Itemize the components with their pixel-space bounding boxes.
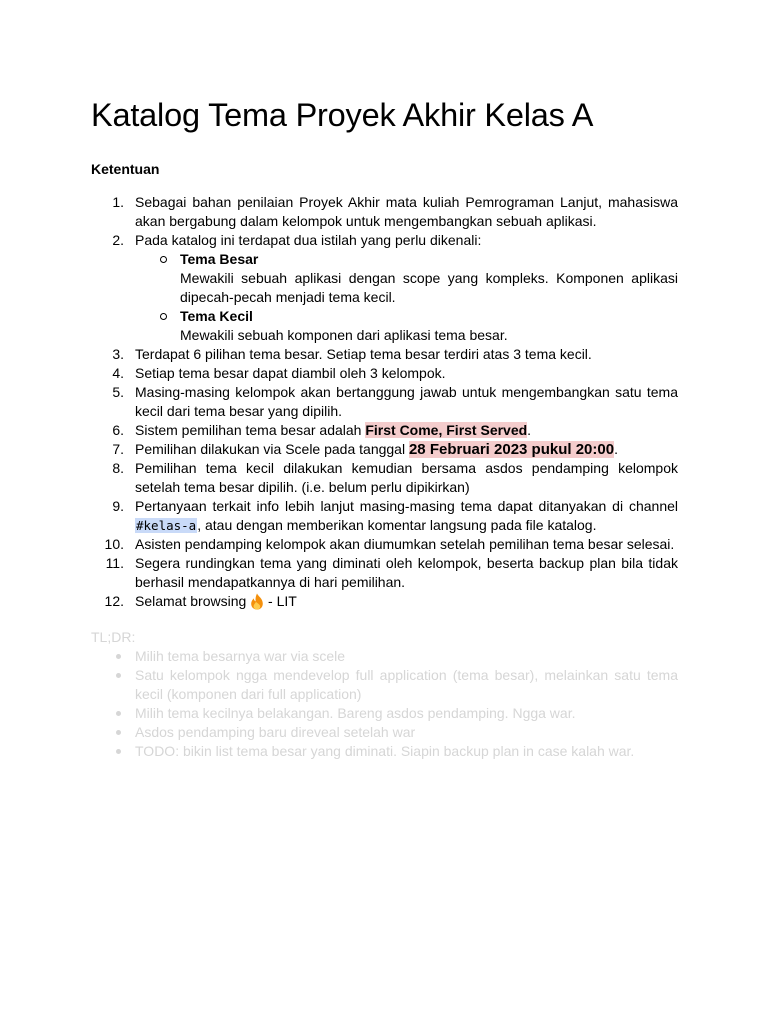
rule-number: 5. (112, 384, 124, 400)
rule-item-2 (91, 231, 678, 250)
rule-number: 2. (112, 232, 124, 248)
rule-text-pre: Selamat browsing (135, 593, 251, 609)
rule-item-7 (91, 440, 678, 459)
rule-number: 1. (112, 194, 124, 210)
rule-item-3 (91, 345, 678, 364)
rule-text-post: - LIT (264, 593, 297, 609)
rule-number: 6. (112, 422, 124, 438)
tldr-heading: TL;DR: (91, 629, 136, 645)
rule-text: Asisten pendamping kelompok akan diumumkan setelah pemilihan tema besar selesai. (135, 536, 675, 552)
rule-number: 4. (112, 365, 124, 381)
bullet-dot-icon (116, 673, 121, 678)
tldr-text: Milih tema besarnya war via scele (135, 648, 346, 664)
rule-text: Pada katalog ini terdapat dua istilah yang perlu dikenali: (135, 232, 482, 248)
term-tema-kecil: Tema Kecil (180, 308, 253, 324)
rule-item-5 (91, 383, 678, 421)
bullet-dot-icon (116, 654, 121, 659)
highlight-first-come: First Come, First Served (365, 422, 528, 438)
rule-number: 8. (112, 460, 124, 476)
channel-code: #kelas-a (136, 518, 197, 533)
rule-text: Terdapat 6 pilihan tema besar. Setiap tema besar terdiri atas 3 tema kecil. (135, 346, 592, 362)
tldr-item (91, 666, 678, 704)
highlight-date: 28 Februari 2023 pukul 20:00 (408, 441, 615, 458)
rule-number: 7. (112, 441, 124, 457)
rule-item-10 (91, 535, 678, 554)
rule-text: Pemilihan tema kecil dilakukan kemudian bersama asdos pendamping kelompok setelah tema besar dipilih. (i.e. belum perlu dipikirkan) (135, 460, 678, 495)
tldr-item (91, 723, 678, 742)
tldr-item (91, 704, 678, 723)
rule-item-9 (91, 497, 678, 535)
rule-number: 3. (112, 346, 124, 362)
tldr-text: Milih tema kecilnya belakangan. Bareng asdos pendamping. Ngga war. (135, 705, 576, 721)
rule-item-4 (91, 364, 678, 383)
tldr-text: Asdos pendamping baru direveal setelah war (135, 724, 416, 740)
hollow-circle-bullet-icon (160, 313, 167, 320)
rule-text-pre: Pemilihan dilakukan via Scele pada tanggal (135, 441, 409, 457)
bullet-dot-icon (116, 711, 121, 716)
rule-item-1 (91, 193, 678, 231)
tldr-section (91, 628, 678, 761)
rule-text-post: , atau dengan memberikan komentar langsung pada file katalog. (197, 517, 597, 533)
tldr-text: Satu kelompok ngga mendevelop full application (tema besar), melainkan satu tema kecil (komponen dari full application) (135, 667, 678, 702)
rule-number: 9. (112, 498, 124, 514)
fire-icon (250, 593, 264, 610)
sub-item-tema-kecil (91, 307, 678, 326)
rule-item-12 (91, 592, 678, 611)
sub-item-tema-besar (91, 250, 678, 269)
tldr-item (91, 647, 678, 666)
rule-number: 12. (104, 593, 124, 609)
rule-item-11 (91, 554, 678, 592)
tldr-item (91, 742, 678, 761)
rule-item-6 (91, 421, 678, 440)
rule-text: Sebagai bahan penilaian Proyek Akhir mata kuliah Pemrograman Lanjut, mahasiswa akan bergabung dalam kelompok untuk mengembangkan sebuah aplikasi. (135, 194, 678, 229)
term-description: Mewakili sebuah aplikasi dengan scope yang kompleks. Komponen aplikasi dipecah-pecah menjadi tema kecil. (180, 270, 678, 305)
rule-item-8 (91, 459, 678, 497)
rule-text-post: . (614, 441, 618, 457)
term-description: Mewakili sebuah komponen dari aplikasi tema besar. (180, 327, 508, 343)
hollow-circle-bullet-icon (160, 256, 167, 263)
rule-text-pre: Pertanyaan terkait info lebih lanjut masing-masing tema dapat ditanyakan di channel (135, 498, 678, 514)
rule-text: Setiap tema besar dapat diambil oleh 3 kelompok. (135, 365, 446, 381)
bullet-dot-icon (116, 749, 121, 754)
rules-list (91, 193, 678, 611)
bullet-dot-icon (116, 730, 121, 735)
rule-text: Masing-masing kelompok akan bertanggung jawab untuk mengembangkan satu tema kecil dari tema besar yang dipilih. (135, 384, 678, 419)
document-title: Katalog Tema Proyek Akhir Kelas A (91, 97, 594, 133)
tldr-text: TODO: bikin list tema besar yang diminati. Siapin backup plan in case kalah war. (135, 743, 635, 759)
rule-text: Segera rundingkan tema yang diminati oleh kelompok, beserta backup plan bila tidak berhasil mendapatkannya di hari pemilihan. (135, 555, 678, 590)
section-heading-ketentuan: Ketentuan (91, 161, 160, 177)
rule-number: 11. (105, 555, 124, 571)
rule-number: 10. (104, 536, 124, 552)
term-tema-besar: Tema Besar (180, 251, 259, 267)
rule-text-post: . (527, 422, 532, 438)
rule-text-pre: Sistem pemilihan tema besar adalah (135, 422, 366, 438)
